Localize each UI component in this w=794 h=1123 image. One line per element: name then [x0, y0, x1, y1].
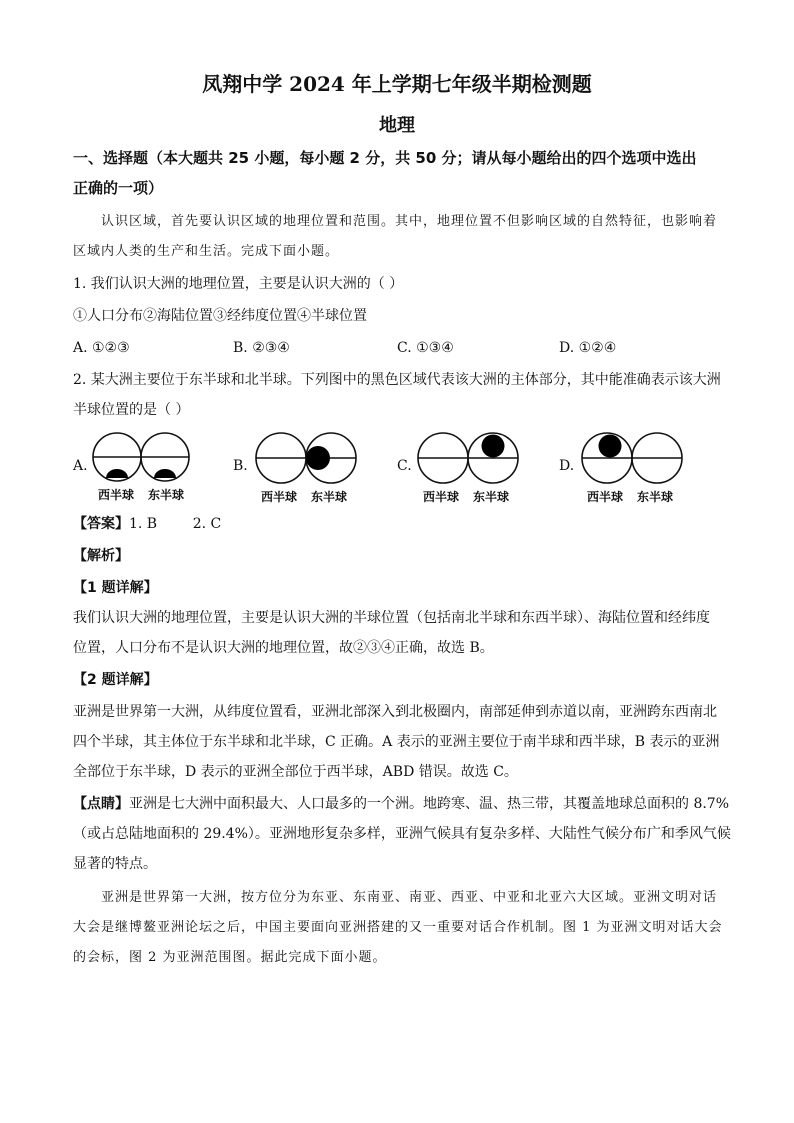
q2-detail-line-1: 亚洲是世界第一大洲，从纬度位置看，亚洲北部深入到北极圈内，南部延伸到赤道以南，亚洲跨东西南北	[73, 704, 717, 720]
question-1-stem: 1. 我们认识大洲的地理位置，主要是认识大洲的（ ）	[73, 276, 404, 292]
section-heading: 一、选择题（本大题共 25 小题，每小题 2 分，共 50 分；请从每小题给出的四个选项中选出	[73, 149, 697, 167]
question-1-option-a: A. ①②③	[73, 340, 130, 356]
tips-text-1: 亚洲是七大洲中面积最大、人口最多的一个洲。地跨寒、温、热三带，其覆盖地球总面积的 8.7%	[129, 796, 730, 812]
tips-label: 【点睛】	[73, 796, 129, 812]
analysis-label: 【解析】	[73, 548, 129, 564]
section-heading-cont: 正确的一项）	[73, 179, 164, 197]
figure-a-east-label: 东半球	[148, 488, 185, 502]
q2-detail-line-2: 四个半球，其主体位于东半球和北半球，C 正确。A 表示的亚洲主要位于南半球和西半球，B 表示的亚洲	[73, 734, 720, 750]
figure-c-east-label: 东半球	[473, 490, 510, 504]
figure-a-hemispheres	[92, 430, 192, 484]
tips-line-1	[73, 794, 729, 814]
intro-paragraph-1: 认识区域，首先要认识区域的地理位置和范围。其中，地理位置不但影响区域的自然特征，也影响着	[101, 214, 718, 229]
answer-text: 1. B 2. C	[129, 516, 222, 532]
question-1-option-c: C. ①③④	[397, 340, 454, 356]
figure-c-hemispheres	[416, 430, 520, 486]
figure-c-letter: C.	[397, 458, 412, 474]
figure-b-hemispheres	[254, 430, 358, 486]
intro-paragraph-2-cont: 大会是继博鳌亚洲论坛之后，中国主要面向亚洲搭建的又一重要对话合作机制。图 1 为亚洲文明对话大会	[73, 920, 723, 935]
figure-b-west-label: 西半球	[261, 490, 298, 504]
q1-detail-label: 【1 题详解】	[73, 580, 158, 596]
figure-d-letter: D.	[559, 458, 575, 474]
question-2-stem: 2. 某大洲主要位于东半球和北半球。下列图中的黑色区域代表该大洲的主体部分，其中能准确表示该大洲	[73, 372, 721, 388]
figure-c-west-label: 西半球	[423, 490, 460, 504]
subject-title: 地理	[379, 115, 415, 136]
q1-detail-line-2: 位置，人口分布不是认识大洲的地理位置，故②③④正确，故选 B。	[73, 640, 494, 656]
tips-line-2: （或占总陆地面积的 29.4%）。亚洲地形复杂多样，亚洲气候具有复杂多样、大陆性气候分布广和季风气候	[73, 826, 731, 842]
figure-d-east-label: 东半球	[637, 490, 674, 504]
figure-a-letter: A.	[73, 458, 88, 474]
intro-paragraph-2: 亚洲是世界第一大洲，按方位分为东亚、东南亚、南亚、西亚、中亚和北亚六大区域。亚洲文明对话	[101, 890, 718, 905]
question-2-stem-cont: 半球位置的是（ ）	[73, 402, 190, 418]
question-1-option-d: D. ①②④	[559, 340, 617, 356]
figure-b-letter: B.	[233, 458, 248, 474]
question-1-option-b: B. ②③④	[233, 340, 290, 356]
intro-paragraph-1-cont: 区域内人类的生产和生活。完成下面小题。	[73, 244, 340, 259]
intro-paragraph-2-end: 的会标，图 2 为亚洲范围图。据此完成下面小题。	[73, 950, 387, 965]
exam-title: 凤翔中学 2024 年上学期七年级半期检测题	[202, 72, 592, 96]
figure-b-east-label: 东半球	[311, 490, 348, 504]
answer-label: 【答案】	[73, 516, 129, 532]
figure-a-west-label: 西半球	[98, 488, 135, 502]
question-1-items: ①人口分布②海陆位置③经纬度位置④半球位置	[73, 308, 367, 324]
figure-d-hemispheres	[580, 430, 684, 486]
tips-line-3: 显著的特点。	[73, 856, 157, 872]
figure-d-west-label: 西半球	[587, 490, 624, 504]
answer-line	[73, 514, 221, 534]
q2-detail-label: 【2 题详解】	[73, 672, 158, 688]
q1-detail-line-1: 我们认识大洲的地理位置，主要是认识大洲的半球位置（包括南北半球和东西半球）、海陆位置和经纬度	[73, 610, 710, 626]
q2-detail-line-3: 全部位于东半球，D 表示的亚洲全部位于西半球，ABD 错误。故选 C。	[73, 764, 518, 780]
